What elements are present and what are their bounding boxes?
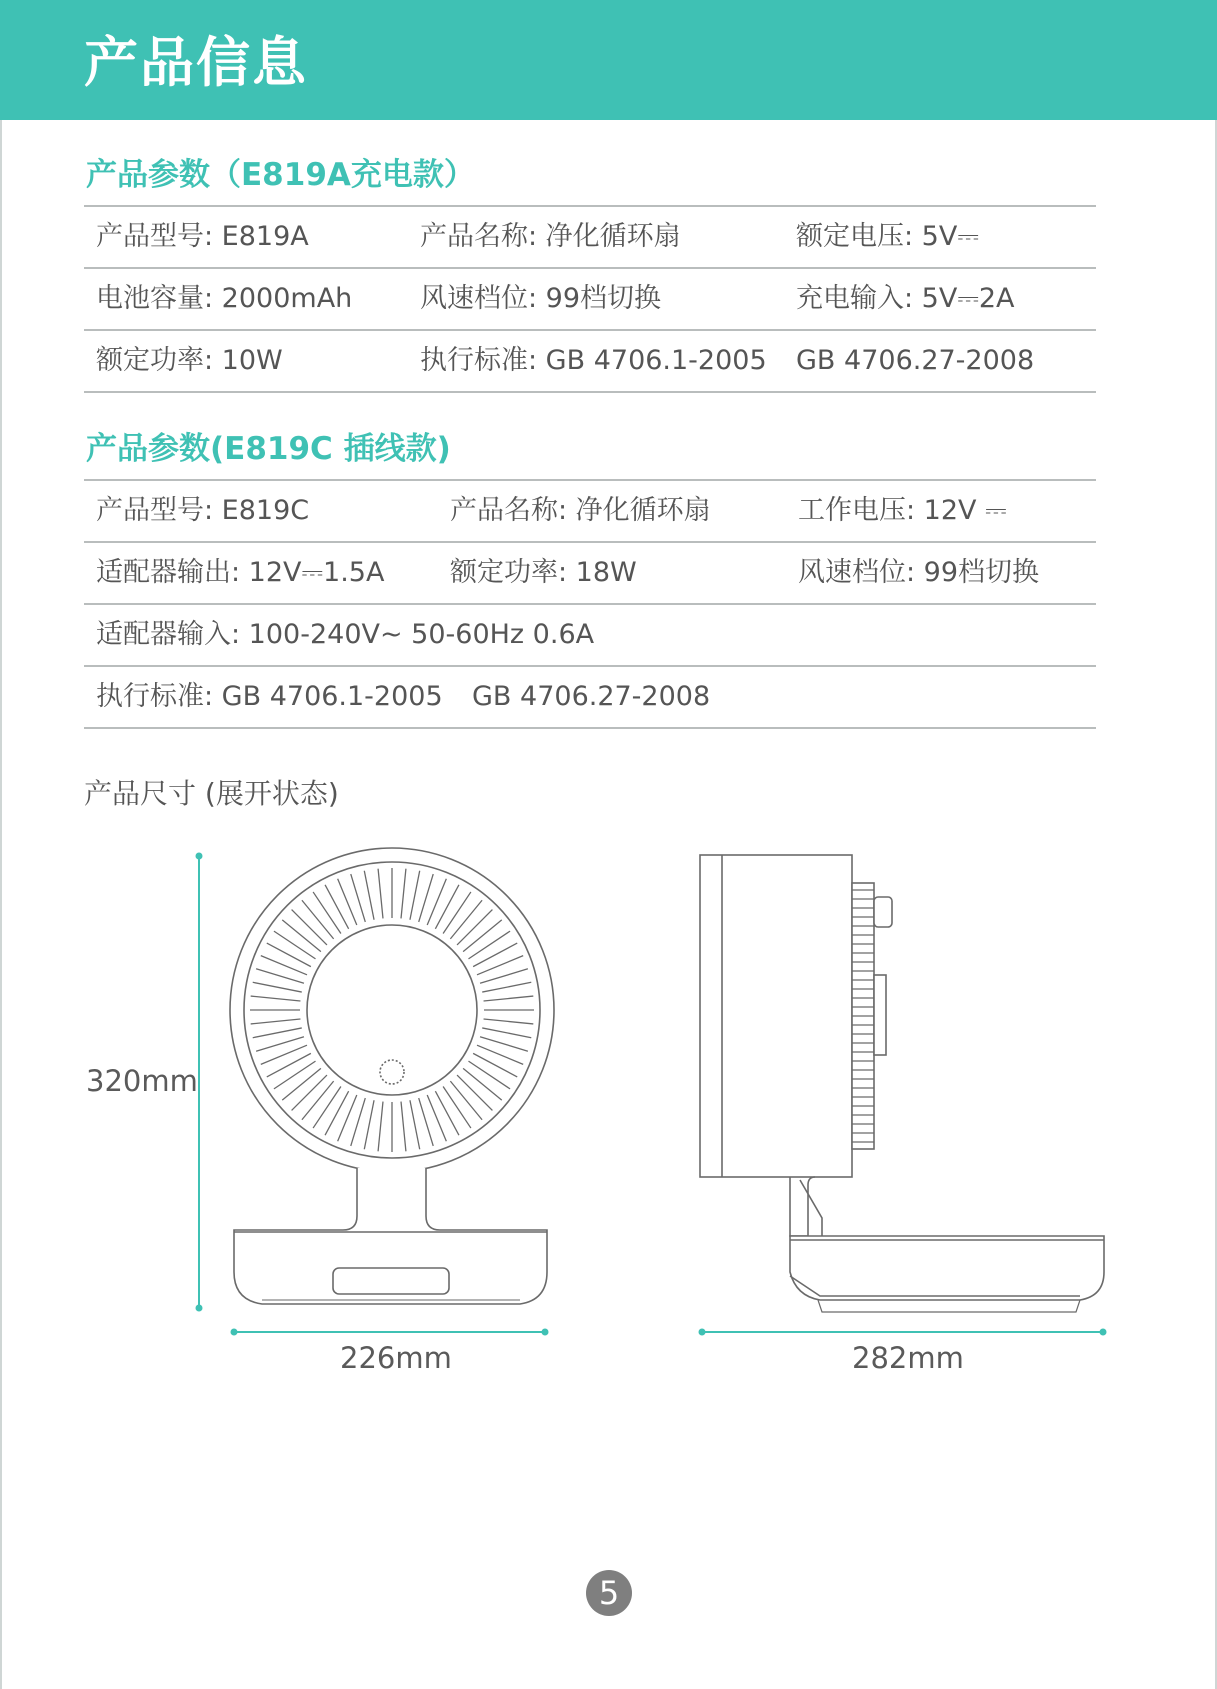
table-row bbox=[84, 269, 1096, 331]
spec-table-e819c bbox=[84, 479, 1096, 729]
spec-standard: 执行标准: GB 4706.1-2005 bbox=[96, 681, 443, 712]
spec-model: 产品型号: E819A bbox=[96, 221, 309, 252]
spec-adapter-output: 适配器输出: 12V⎓1.5A bbox=[96, 557, 385, 588]
spec-battery-capacity: 电池容量: 2000mAh bbox=[96, 283, 353, 314]
spec-rated-voltage: 额定电压: 5V⎓ bbox=[796, 221, 979, 252]
page-title: 产品信息 bbox=[84, 31, 308, 94]
spec-wind-speed: 风速档位: 99档切换 bbox=[798, 557, 1040, 588]
spec-standard-2: GB 4706.27-2008 bbox=[472, 681, 711, 712]
spec-wind-speed: 风速档位: 99档切换 bbox=[420, 283, 662, 314]
spec-adapter-input: 适配器输入: 100-240V~ 50-60Hz 0.6A bbox=[96, 619, 595, 650]
product-dimension-drawing bbox=[0, 830, 1217, 1390]
spec-working-voltage: 工作电压: 12V ⎓ bbox=[798, 495, 1007, 526]
side-width-dimension-label: 282mm bbox=[852, 1341, 964, 1375]
front-view-drawing bbox=[230, 848, 554, 1304]
table-row bbox=[84, 543, 1096, 605]
spec-standard-2: GB 4706.27-2008 bbox=[796, 345, 1035, 376]
spec-table-e819a bbox=[84, 205, 1096, 393]
section-a-title: 产品参数（E819A充电款） bbox=[86, 157, 475, 193]
table-row bbox=[84, 207, 1096, 269]
page-number-badge: 5 bbox=[586, 1570, 632, 1616]
table-row bbox=[84, 481, 1096, 543]
table-row bbox=[84, 667, 1096, 729]
table-row bbox=[84, 605, 1096, 667]
section-c-title: 产品参数(E819C 插线款) bbox=[86, 431, 451, 467]
page-header bbox=[0, 0, 1217, 120]
spec-standard: 执行标准: GB 4706.1-2005 bbox=[420, 345, 767, 376]
spec-product-name: 产品名称: 净化循环扇 bbox=[450, 495, 711, 526]
height-dimension-label: 320mm bbox=[86, 1064, 198, 1098]
spec-rated-power: 额定功率: 18W bbox=[450, 557, 637, 588]
front-width-dimension-label: 226mm bbox=[340, 1341, 452, 1375]
spec-model: 产品型号: E819C bbox=[96, 495, 310, 526]
spec-charging-input: 充电输入: 5V⎓2A bbox=[796, 283, 1015, 314]
table-row bbox=[84, 331, 1096, 393]
side-view-drawing bbox=[700, 855, 1104, 1312]
spec-product-name: 产品名称: 净化循环扇 bbox=[420, 221, 681, 252]
spec-rated-power: 额定功率: 10W bbox=[96, 345, 283, 376]
dimensions-title: 产品尺寸 (展开状态) bbox=[84, 777, 339, 810]
